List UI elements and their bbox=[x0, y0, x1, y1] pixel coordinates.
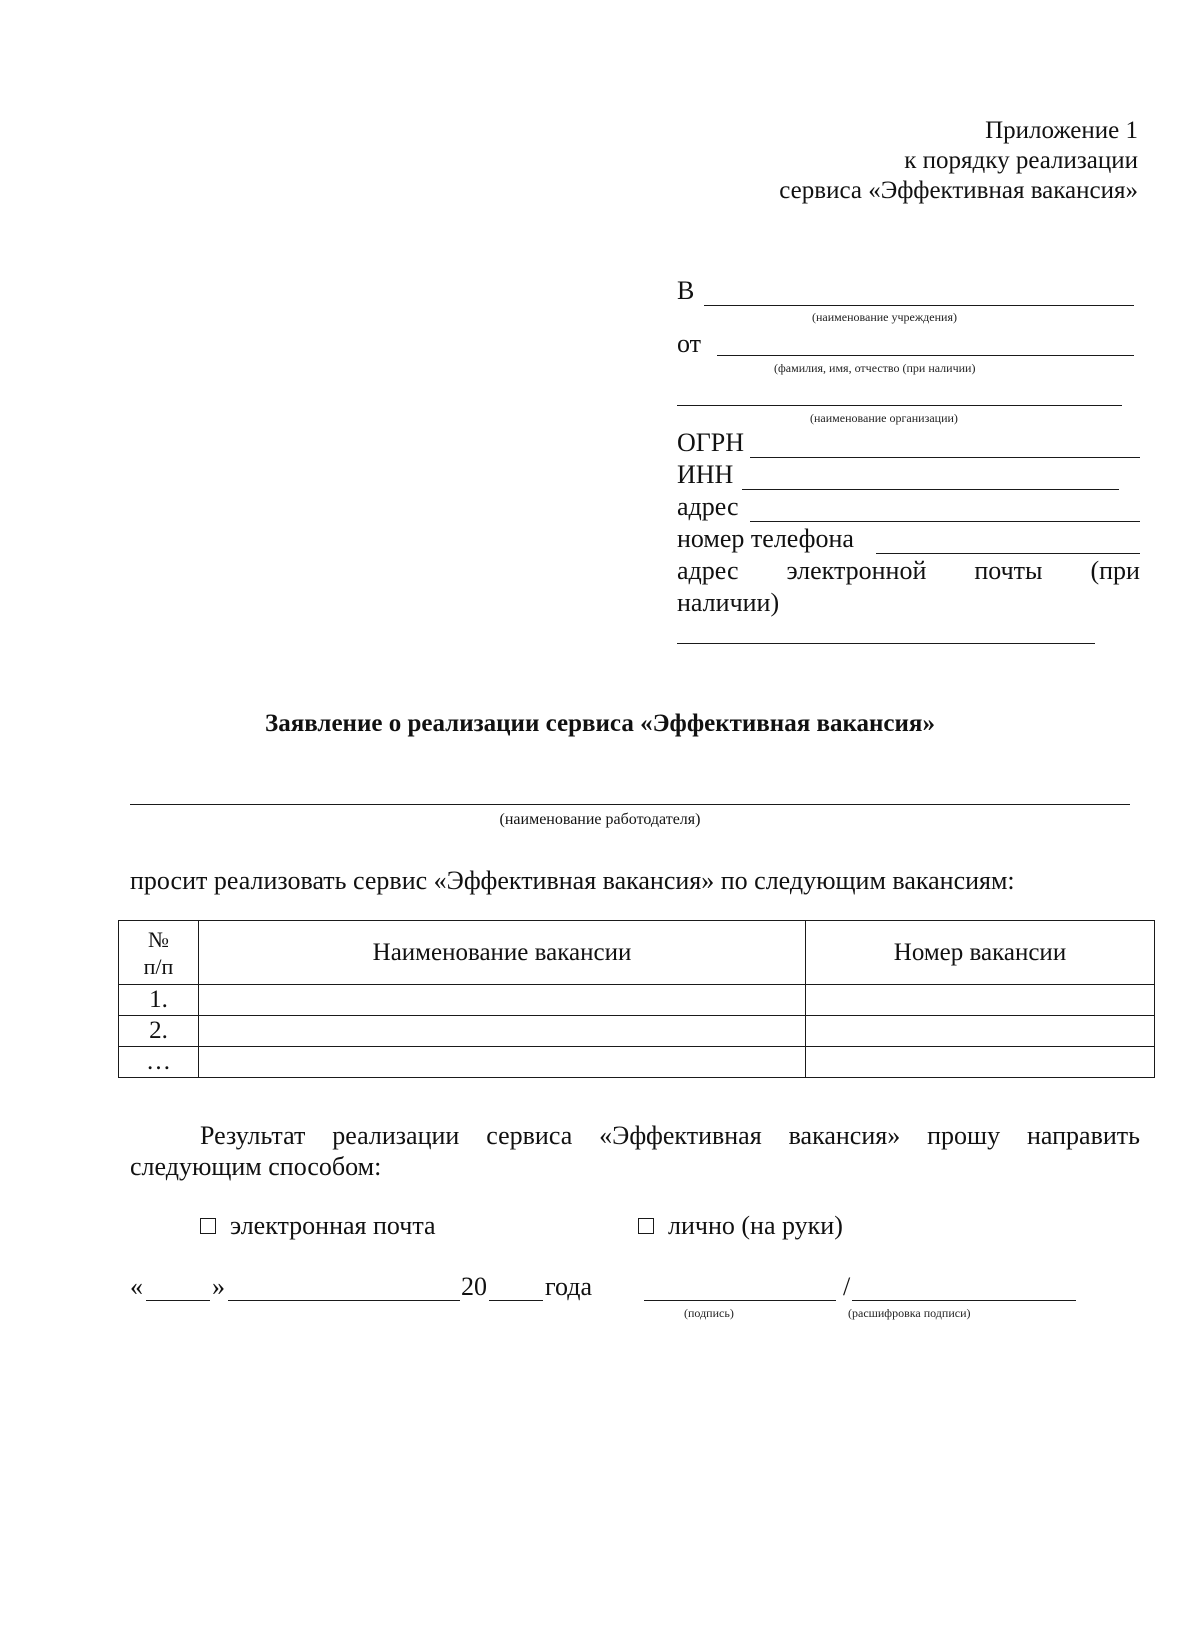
org-caption: (наименование организации) bbox=[810, 411, 958, 425]
email-label-word-1: адрес bbox=[677, 556, 739, 585]
email-label-word-3: почты bbox=[974, 556, 1043, 585]
row-number: 1. bbox=[119, 985, 199, 1016]
date-open-quote: « bbox=[130, 1272, 143, 1301]
col-header-number-line-2: п/п bbox=[143, 953, 174, 979]
from-field-line[interactable] bbox=[717, 355, 1134, 356]
option-personal-label: лично (на руки) bbox=[668, 1211, 843, 1240]
date-close-quote: » bbox=[212, 1272, 225, 1301]
option-personal[interactable] bbox=[638, 1210, 843, 1241]
to-field-line[interactable] bbox=[704, 305, 1134, 306]
result-text-line-1: Результат реализации сервиса «Эффективная вакансия» прошу направить bbox=[200, 1121, 1140, 1150]
appendix-line-1: Приложение 1 bbox=[985, 117, 1138, 144]
email-label-word-2: электронной bbox=[786, 556, 927, 585]
employer-caption: (наименование работодателя) bbox=[499, 811, 701, 828]
year-prefix: 20 bbox=[461, 1272, 487, 1301]
email-label-line-2: наличии) bbox=[677, 588, 780, 617]
vacancy-name-cell[interactable] bbox=[199, 1016, 806, 1047]
col-header-number bbox=[119, 921, 199, 985]
vacancy-number-cell[interactable] bbox=[806, 1047, 1155, 1078]
ogrn-field-line[interactable] bbox=[750, 457, 1140, 458]
table-header-row bbox=[119, 921, 1155, 985]
signature-caption: (подпись) bbox=[684, 1306, 734, 1320]
col-header-vacancy-number: Номер вакансии bbox=[806, 921, 1155, 985]
signature-slash: / bbox=[843, 1272, 851, 1301]
option-email-label: электронная почта bbox=[230, 1211, 436, 1240]
vacancy-name-cell[interactable] bbox=[199, 1047, 806, 1078]
email-label-row bbox=[677, 556, 1140, 586]
row-number: 2. bbox=[119, 1016, 199, 1047]
email-checkbox[interactable] bbox=[200, 1218, 216, 1234]
appendix-header bbox=[538, 116, 1138, 206]
email-label-word-4: (при bbox=[1090, 556, 1140, 585]
phone-field-line[interactable] bbox=[876, 553, 1140, 554]
option-email[interactable] bbox=[200, 1210, 436, 1241]
employer-field-line[interactable] bbox=[130, 804, 1130, 805]
request-text: просит реализовать сервис «Эффективная вакансия» по следующим вакансиям: bbox=[130, 866, 1015, 895]
signature-decode-caption: (расшифровка подписи) bbox=[848, 1306, 971, 1320]
personal-checkbox[interactable] bbox=[638, 1218, 654, 1234]
result-text-line-2: следующим способом: bbox=[130, 1152, 382, 1181]
from-label: от bbox=[677, 329, 702, 358]
day-field-line[interactable] bbox=[146, 1300, 210, 1301]
vacancy-name-cell[interactable] bbox=[199, 985, 806, 1016]
email-field-line[interactable] bbox=[677, 643, 1095, 644]
from-caption: (фамилия, имя, отчество (при наличии) bbox=[774, 361, 976, 375]
signature-field-line[interactable] bbox=[644, 1300, 836, 1301]
phone-label: номер телефона bbox=[677, 524, 854, 553]
signature-decode-field-line[interactable] bbox=[852, 1300, 1076, 1301]
ogrn-label: ОГРН bbox=[677, 428, 745, 457]
year-field-line[interactable] bbox=[489, 1300, 543, 1301]
address-field-line[interactable] bbox=[750, 521, 1140, 522]
inn-label: ИНН bbox=[677, 460, 734, 489]
col-header-number-line-1: № bbox=[148, 926, 169, 952]
vacancies-table bbox=[118, 920, 1155, 1078]
to-label: В bbox=[677, 276, 695, 305]
appendix-line-2: к порядку реализации bbox=[904, 147, 1138, 174]
table-row bbox=[119, 985, 1155, 1016]
col-header-vacancy-name: Наименование вакансии bbox=[199, 921, 806, 985]
table-row bbox=[119, 1016, 1155, 1047]
to-caption: (наименование учреждения) bbox=[812, 310, 957, 324]
vacancy-number-cell[interactable] bbox=[806, 1016, 1155, 1047]
vacancy-number-cell[interactable] bbox=[806, 985, 1155, 1016]
appendix-line-3: сервиса «Эффективная вакансия» bbox=[779, 177, 1138, 204]
document-title: Заявление о реализации сервиса «Эффективная вакансия» bbox=[265, 710, 935, 737]
row-number: … bbox=[119, 1047, 199, 1078]
table-row bbox=[119, 1047, 1155, 1078]
address-label: адрес bbox=[677, 492, 739, 521]
month-field-line[interactable] bbox=[228, 1300, 460, 1301]
inn-field-line[interactable] bbox=[742, 489, 1119, 490]
year-suffix: года bbox=[545, 1272, 593, 1301]
org-field-line[interactable] bbox=[677, 405, 1122, 406]
